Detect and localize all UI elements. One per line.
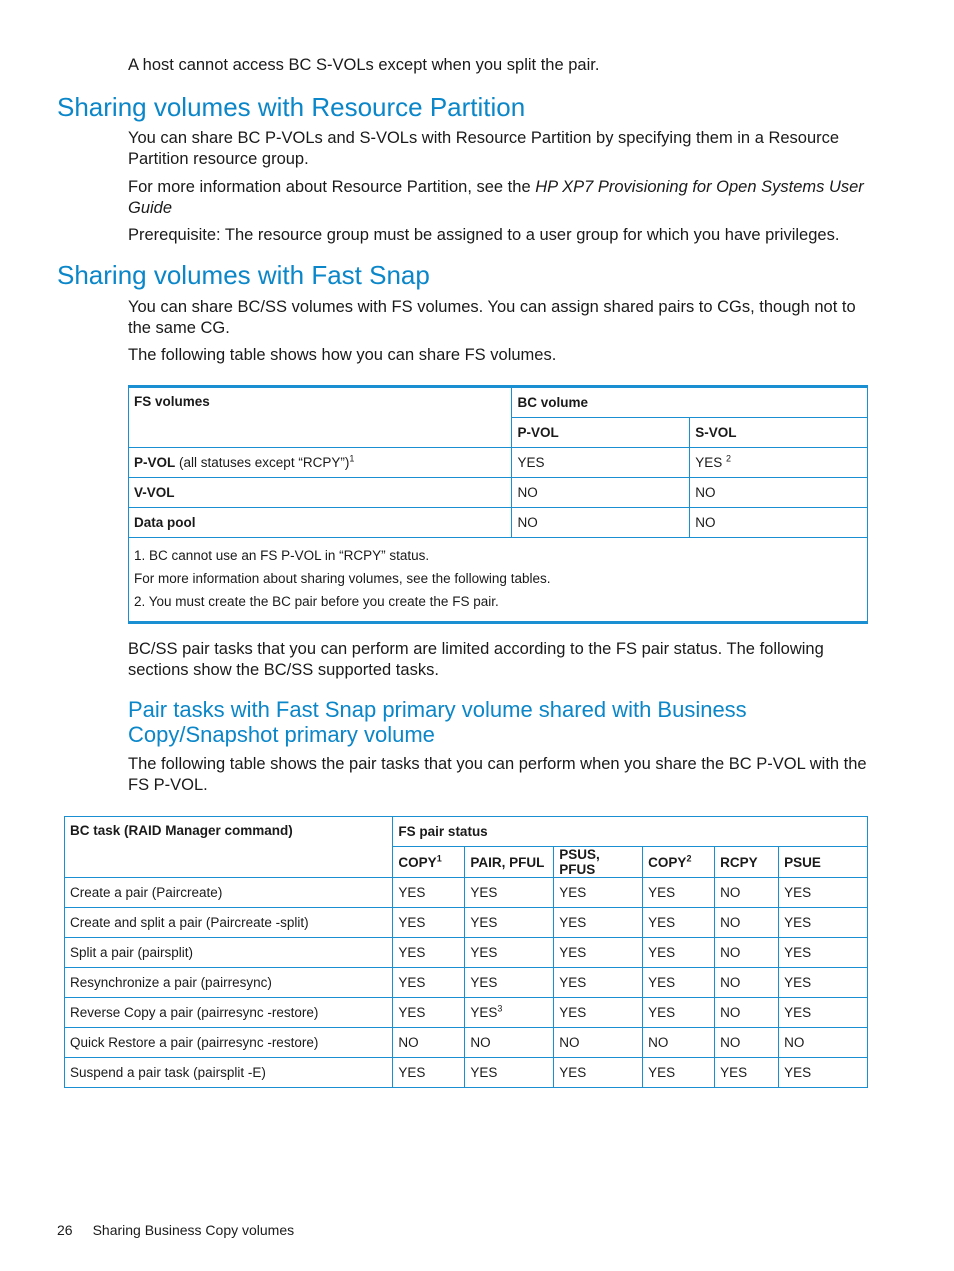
status-cell: YES (779, 968, 868, 998)
status-cell: YES (643, 968, 715, 998)
pair-tasks-body (65, 878, 868, 1088)
header-bc-task: BC task (RAID Manager command) (65, 817, 393, 878)
status-cell: YES (643, 1058, 715, 1088)
table-row (129, 508, 868, 538)
status-cell: YES (779, 878, 868, 908)
resource-partition-reference (128, 177, 873, 219)
header-pvol: P-VOL (512, 418, 690, 448)
status-cell: NO (715, 938, 779, 968)
status-cell: YES (643, 938, 715, 968)
task-cell: Resynchronize a pair (pairresync) (65, 968, 393, 998)
section-heading-fast-snap: Sharing volumes with Fast Snap (57, 260, 430, 290)
row-label: V-VOL (129, 478, 512, 508)
status-cell: NO (465, 1028, 554, 1058)
status-cell: YES (554, 938, 643, 968)
task-cell: Create and split a pair (Paircreate -split) (65, 908, 393, 938)
header-pair-pful: PAIR, PFUL (465, 847, 554, 878)
status-cell: YES (554, 878, 643, 908)
status-cell: YES (779, 938, 868, 968)
table-row (65, 1058, 868, 1088)
note-1: 1. BC cannot use an FS P-VOL in “RCPY” status. (134, 548, 430, 563)
page-footer (57, 1222, 294, 1238)
guide-title: HP XP7 Provisioning for Open Systems User Guide (128, 178, 864, 217)
pvol-cell: NO (512, 478, 690, 508)
row-label: P-VOL (all statuses except “RCPY”)$^1$ (129, 448, 512, 478)
reference-prefix: For more information about Resource Partition, see the (128, 178, 536, 196)
svol-cell: NO (690, 478, 868, 508)
header-psus-pfus: PSUS, PFUS (554, 847, 643, 878)
fs-volume-sharing-table (128, 385, 868, 624)
fast-snap-paragraph: You can share BC/SS volumes with FS volumes. You can assign shared pairs to CGs, though not to the same CG. (128, 298, 856, 337)
status-cell: YES (465, 968, 554, 998)
footer-chapter-title: Sharing Business Copy volumes (92, 1222, 295, 1238)
status-cell: YES (465, 908, 554, 938)
pvol-cell: YES (512, 448, 690, 478)
task-cell: Suspend a pair task (pairsplit -E) (65, 1058, 393, 1088)
header-fs-volumes: FS volumes (129, 387, 512, 448)
header-copy-1: COPY$^1$ (393, 847, 465, 878)
status-cell: NO (715, 998, 779, 1028)
status-cell: NO (715, 878, 779, 908)
svol-cell: NO (690, 508, 868, 538)
prerequisite-paragraph: Prerequisite: The resource group must be assigned to a user group for which you have privileges. (128, 226, 840, 244)
status-cell: YES (643, 878, 715, 908)
status-cell: YES (465, 1058, 554, 1088)
pair-tasks-table-intro: The following table shows the pair tasks that you can perform when you share the BC P-VOL with the FS P-VOL. (128, 755, 867, 794)
table-row (65, 968, 868, 998)
status-cell: YES (779, 1058, 868, 1088)
status-cell: NO (643, 1028, 715, 1058)
status-cell: NO (779, 1028, 868, 1058)
resource-partition-paragraph: You can share BC P-VOLs and S-VOLs with Resource Partition by specifying them in a Resource Partition resource group. (128, 129, 840, 168)
table-row (65, 908, 868, 938)
status-cell: YES (465, 878, 554, 908)
note-2: 2. You must create the BC pair before you create the FS pair. (134, 594, 499, 609)
page-number: 26 (57, 1222, 73, 1238)
table-row (65, 878, 868, 908)
status-cell: YES (393, 968, 465, 998)
status-cell: YES (393, 908, 465, 938)
status-cell: YES (554, 908, 643, 938)
status-cell: YES (643, 998, 715, 1028)
status-cell: NO (715, 968, 779, 998)
pair-tasks-table (64, 816, 868, 1088)
task-cell: Create a pair (Paircreate) (65, 878, 393, 908)
status-cell: NO (715, 908, 779, 938)
pair-tasks-paragraph: BC/SS pair tasks that you can perform are limited according to the FS pair status. The following sections show the BC/SS supported tasks. (128, 640, 824, 679)
task-cell: Reverse Copy a pair (pairresync -restore) (65, 998, 393, 1028)
status-cell: YES (643, 908, 715, 938)
section-heading-resource-partition: Sharing volumes with Resource Partition (57, 92, 526, 122)
status-cell: NO (554, 1028, 643, 1058)
pvol-cell: NO (512, 508, 690, 538)
status-cell: YES (393, 1058, 465, 1088)
status-cell: YES$^3$ (465, 998, 554, 1028)
header-bc-volume: BC volume (512, 387, 868, 418)
note-more-info: For more information about sharing volumes, see the following tables. (134, 571, 551, 586)
header-fs-pair-status: FS pair status (393, 817, 868, 847)
table-row (129, 478, 868, 508)
status-cell: YES (393, 938, 465, 968)
status-cell: YES (779, 908, 868, 938)
status-cell: YES (554, 968, 643, 998)
table-row (65, 998, 868, 1028)
header-psue: PSUE (779, 847, 868, 878)
status-cell: YES (554, 1058, 643, 1088)
table-row (65, 1028, 868, 1058)
status-cell: NO (715, 1028, 779, 1058)
header-copy-2: COPY$^2$ (643, 847, 715, 878)
table-intro-paragraph: The following table shows how you can share FS volumes. (128, 346, 557, 364)
status-cell: YES (779, 998, 868, 1028)
status-cell: NO (393, 1028, 465, 1058)
status-cell: YES (393, 878, 465, 908)
header-svol: S-VOL (690, 418, 868, 448)
task-cell: Quick Restore a pair (pairresync -restore) (65, 1028, 393, 1058)
status-cell: YES (465, 938, 554, 968)
status-cell: YES (715, 1058, 779, 1088)
section-heading-pair-tasks: Pair tasks with Fast Snap primary volume shared with Business Copy/Snapshot primary volume (128, 697, 747, 747)
header-rcpy: RCPY (715, 847, 779, 878)
svol-cell: YES $^2$ (690, 448, 868, 478)
row-label: Data pool (129, 508, 512, 538)
table-notes (129, 538, 868, 623)
status-cell: YES (393, 998, 465, 1028)
intro-paragraph: A host cannot access BC S-VOLs except when you split the pair. (128, 56, 600, 74)
table-row (129, 448, 868, 478)
table-row (65, 938, 868, 968)
status-cell: YES (554, 998, 643, 1028)
task-cell: Split a pair (pairsplit) (65, 938, 393, 968)
